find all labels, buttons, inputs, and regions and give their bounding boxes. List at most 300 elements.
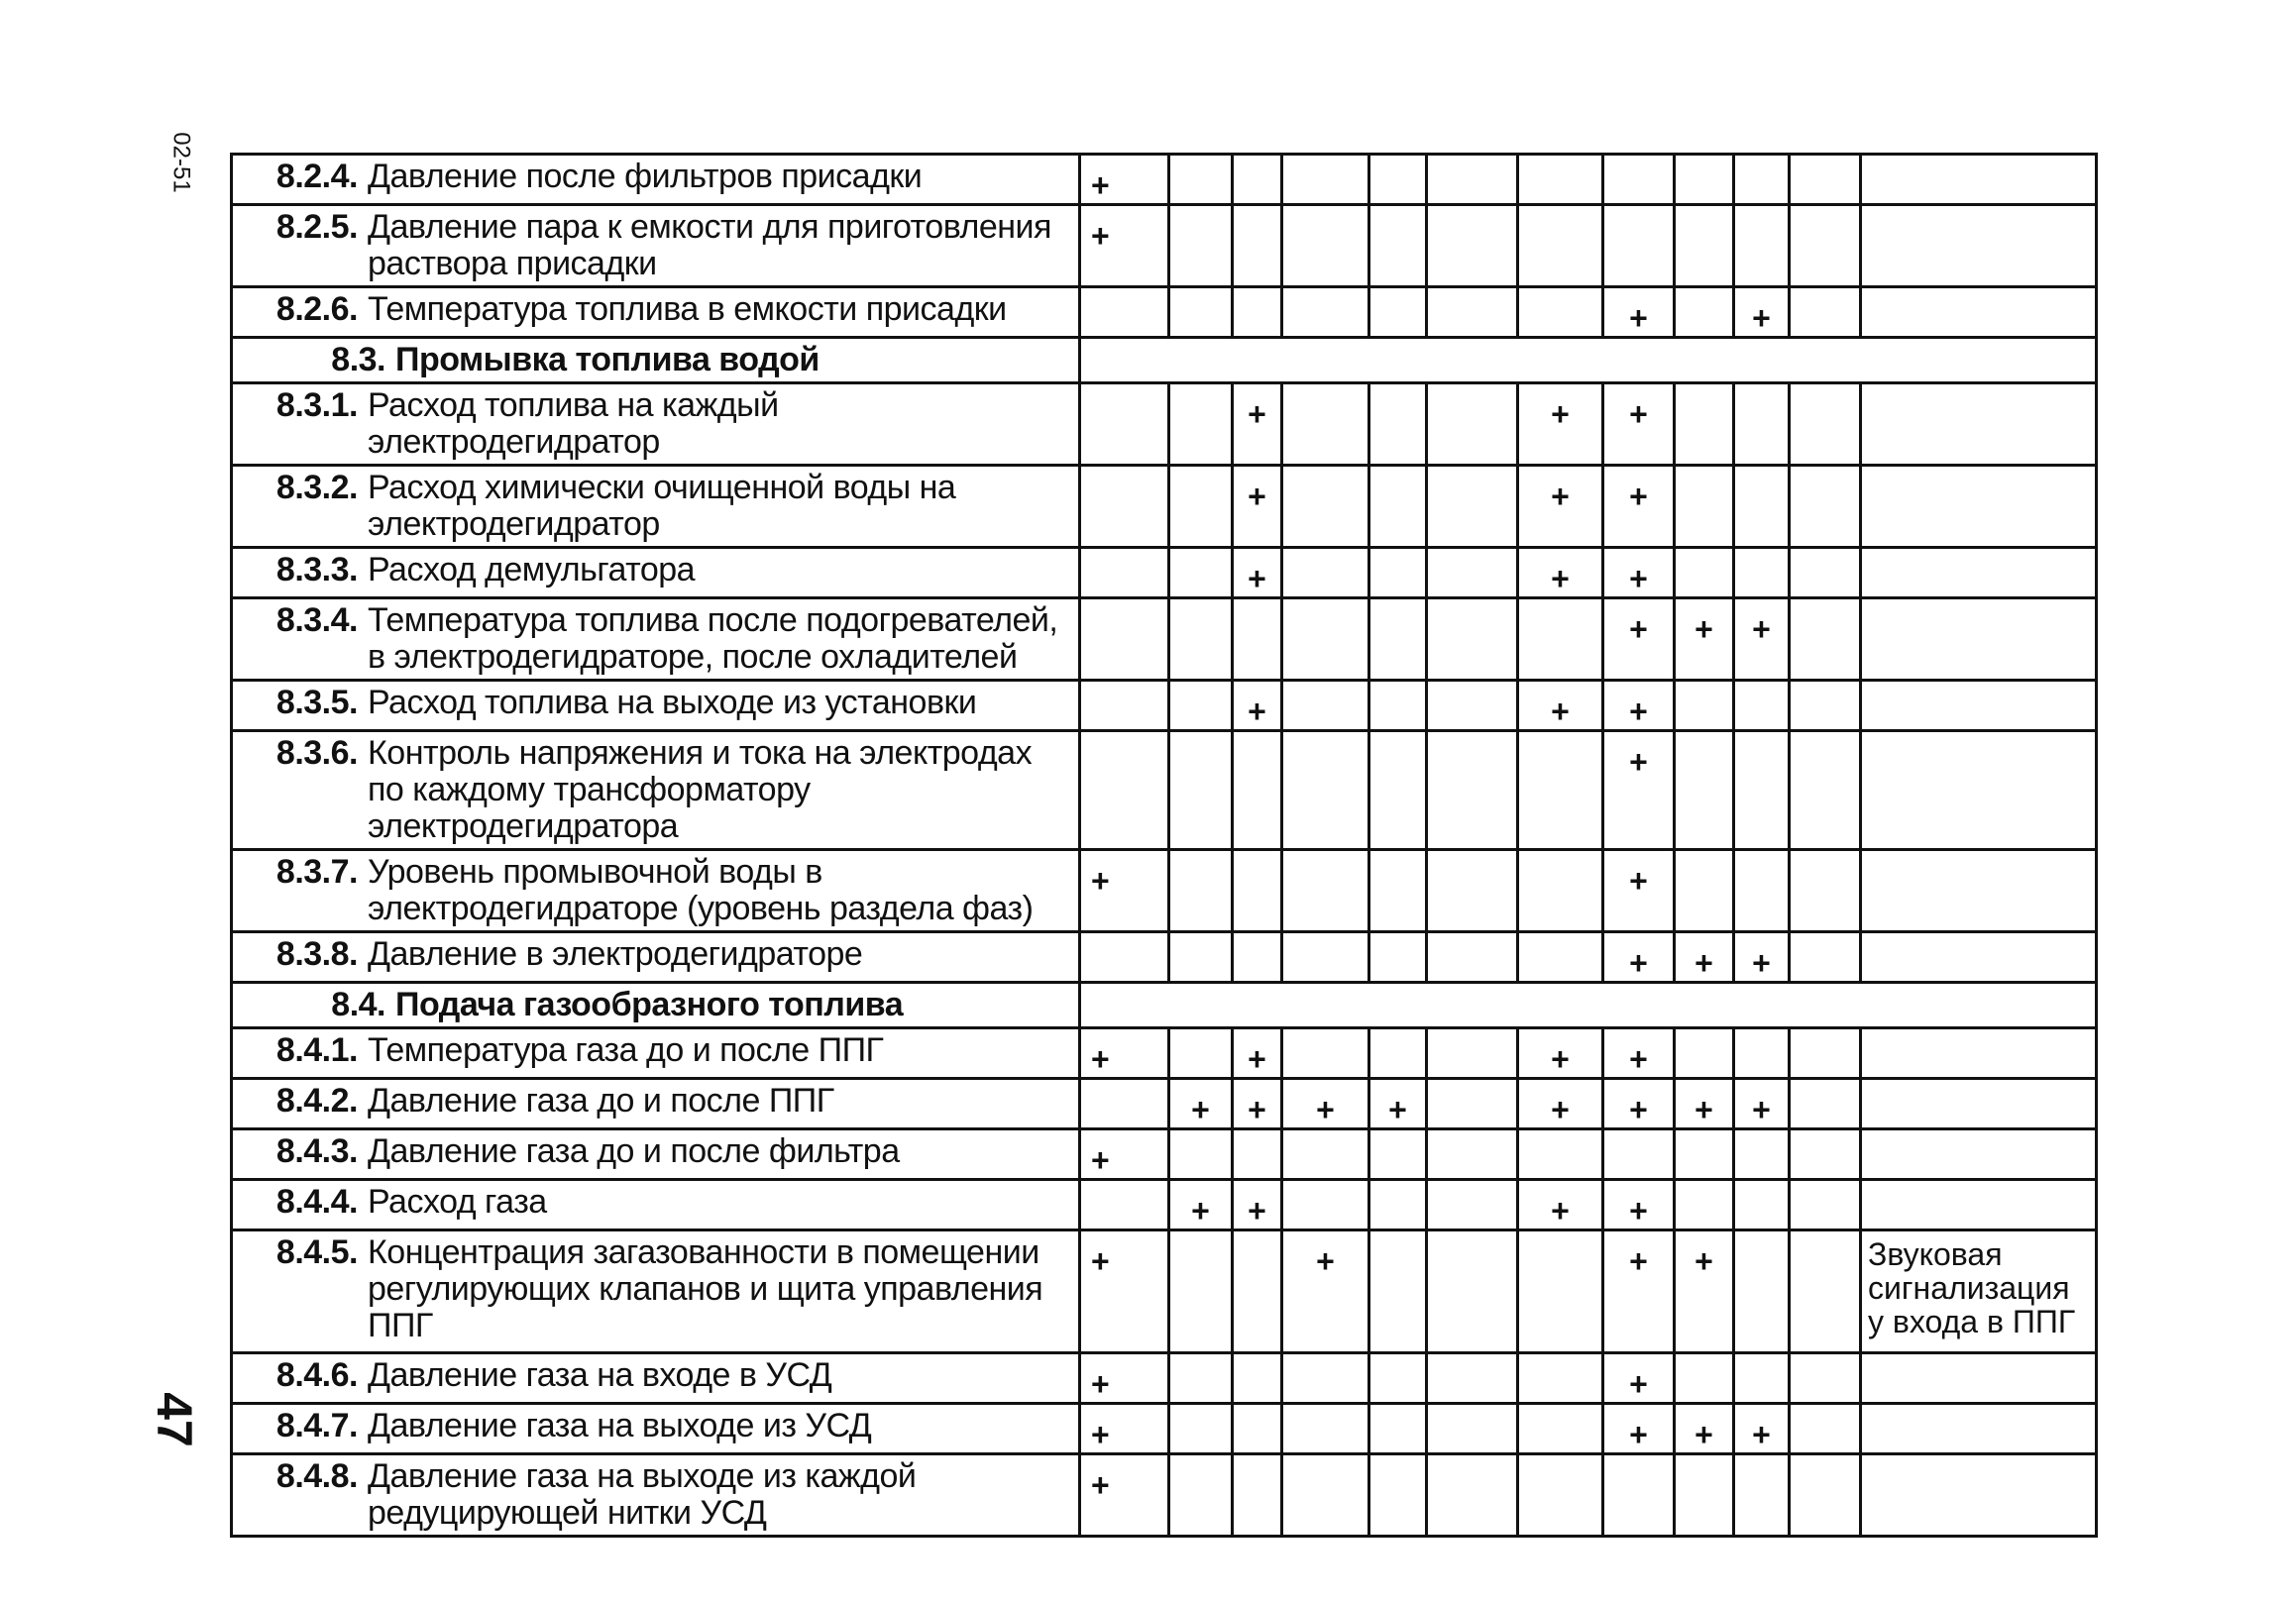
table-row [232, 155, 2097, 205]
mark-cell [1169, 287, 1233, 338]
mark-cell: + [1734, 287, 1790, 338]
item-number: 8.4.1. [275, 1031, 358, 1069]
mark-cell: + [1233, 383, 1282, 466]
mark-cell [1169, 598, 1233, 681]
parameter-cell [232, 598, 1080, 681]
mark-cell [1282, 932, 1369, 983]
item-number: 8.4.3. [275, 1132, 358, 1170]
item-description: Расход топлива на выходе из установки [368, 684, 977, 721]
mark-cell: + [1518, 383, 1603, 466]
item-description: Расход демульгатора [368, 551, 696, 588]
item-number: 8.3. [331, 341, 385, 378]
parameter-cell [232, 1028, 1080, 1079]
note-cell [1861, 155, 2097, 205]
item-number: 8.3.7. [275, 853, 358, 891]
mark-cell: + [1603, 1180, 1675, 1230]
mark-cell [1369, 155, 1427, 205]
note-cell [1861, 1353, 2097, 1404]
mark-cell: + [1233, 681, 1282, 731]
item-number: 8.4.2. [275, 1082, 358, 1120]
mark-cell [1427, 1230, 1518, 1353]
table-row [232, 1028, 2097, 1079]
item-description: Температура топлива в емкости присадки [368, 290, 1007, 328]
mark-cell [1233, 1454, 1282, 1537]
mark-cell [1282, 287, 1369, 338]
mark-cell [1282, 850, 1369, 932]
table-row [232, 466, 2097, 548]
section-row [232, 338, 2097, 383]
note-cell [1861, 1404, 2097, 1454]
mark-cell: + [1603, 850, 1675, 932]
mark-cell [1169, 1230, 1233, 1353]
mark-cell [1734, 1129, 1790, 1180]
mark-cell [1169, 932, 1233, 983]
mark-cell: + [1518, 1028, 1603, 1079]
parameter-cell [232, 731, 1080, 850]
mark-cell [1518, 1404, 1603, 1454]
mark-cell: + [1080, 1353, 1169, 1404]
mark-cell [1169, 1028, 1233, 1079]
parameter-cell [232, 287, 1080, 338]
mark-cell [1427, 850, 1518, 932]
note-cell [1861, 932, 2097, 983]
mark-cell [1518, 850, 1603, 932]
mark-cell [1282, 1028, 1369, 1079]
table-row [232, 1353, 2097, 1404]
mark-cell [1603, 155, 1675, 205]
mark-cell [1233, 598, 1282, 681]
mark-cell [1169, 1129, 1233, 1180]
mark-cell [1369, 1404, 1427, 1454]
mark-cell [1675, 287, 1734, 338]
item-description: Контроль напряжения и тока на электродах по каждому трансформатору электродегидратора [368, 734, 1033, 845]
mark-cell [1734, 383, 1790, 466]
mark-cell [1427, 287, 1518, 338]
note-cell [1861, 1079, 2097, 1129]
mark-cell: + [1233, 1079, 1282, 1129]
mark-cell [1282, 1404, 1369, 1454]
item-description: Давление газа до и после фильтра [368, 1132, 900, 1170]
mark-cell: + [1675, 598, 1734, 681]
mark-cell: + [1169, 1180, 1233, 1230]
mark-cell: + [1282, 1079, 1369, 1129]
mark-cell [1369, 383, 1427, 466]
mark-cell [1427, 1129, 1518, 1180]
mark-cell [1675, 681, 1734, 731]
mark-cell [1675, 1180, 1734, 1230]
mark-cell [1734, 1353, 1790, 1404]
mark-cell [1734, 205, 1790, 287]
mark-cell [1169, 383, 1233, 466]
parameter-cell [232, 338, 1080, 383]
mark-cell [1233, 932, 1282, 983]
mark-cell [1675, 155, 1734, 205]
mark-cell [1427, 932, 1518, 983]
mark-cell: + [1080, 205, 1169, 287]
item-number: 8.2.4. [275, 158, 358, 195]
mark-cell [1080, 287, 1169, 338]
mark-cell [1518, 1230, 1603, 1353]
mark-cell: + [1169, 1079, 1233, 1129]
note-cell [1861, 287, 2097, 338]
mark-cell [1233, 287, 1282, 338]
mark-cell [1282, 681, 1369, 731]
mark-cell [1427, 383, 1518, 466]
mark-cell [1734, 731, 1790, 850]
mark-cell [1675, 205, 1734, 287]
mark-cell [1734, 155, 1790, 205]
item-number: 8.3.5. [275, 684, 358, 721]
parameter-cell [232, 932, 1080, 983]
item-number: 8.2.5. [275, 208, 358, 246]
mark-cell [1734, 1454, 1790, 1537]
item-description: Подача газообразного топлива [395, 986, 904, 1023]
item-description: Давление газа на выходе из УСД [368, 1407, 872, 1444]
mark-cell [1169, 731, 1233, 850]
mark-cell: + [1603, 548, 1675, 598]
note-cell [1861, 1180, 2097, 1230]
mark-cell [1603, 205, 1675, 287]
mark-cell: + [1080, 155, 1169, 205]
item-number: 8.4.8. [275, 1457, 358, 1495]
mark-cell [1282, 205, 1369, 287]
note-cell [1861, 383, 2097, 466]
mark-cell: + [1518, 466, 1603, 548]
mark-cell [1282, 548, 1369, 598]
mark-cell [1369, 598, 1427, 681]
mark-cell [1675, 548, 1734, 598]
item-number: 8.3.3. [275, 551, 358, 588]
mark-cell: + [1675, 1230, 1734, 1353]
mark-cell [1518, 731, 1603, 850]
mark-cell [1790, 1129, 1861, 1180]
mark-cell [1233, 1230, 1282, 1353]
section-spacer [1080, 338, 2097, 383]
mark-cell [1790, 287, 1861, 338]
mark-cell [1080, 548, 1169, 598]
mark-cell [1603, 1129, 1675, 1180]
mark-cell: + [1603, 1404, 1675, 1454]
mark-cell [1282, 1180, 1369, 1230]
mark-cell [1518, 1454, 1603, 1537]
mark-cell [1734, 850, 1790, 932]
mark-cell: + [1603, 466, 1675, 548]
item-number: 8.4. [331, 986, 385, 1023]
table-row [232, 1454, 2097, 1537]
mark-cell [1233, 1353, 1282, 1404]
mark-cell [1369, 1353, 1427, 1404]
mark-cell [1169, 548, 1233, 598]
section-spacer [1080, 983, 2097, 1028]
mark-cell [1790, 932, 1861, 983]
mark-cell [1369, 1129, 1427, 1180]
mark-cell [1427, 731, 1518, 850]
parameter-cell [232, 1404, 1080, 1454]
mark-cell [1080, 681, 1169, 731]
item-description: Давление газа на входе в УСД [368, 1356, 832, 1394]
parameter-cell [232, 205, 1080, 287]
mark-cell: + [1675, 1404, 1734, 1454]
mark-cell: + [1233, 1028, 1282, 1079]
item-number: 8.4.7. [275, 1407, 358, 1444]
table-row [232, 731, 2097, 850]
mark-cell [1369, 548, 1427, 598]
item-description: Давление пара к емкости для приготовления раствора присадки [368, 208, 1051, 282]
mark-cell [1427, 1079, 1518, 1129]
parameter-cell [232, 383, 1080, 466]
mark-cell: + [1518, 1180, 1603, 1230]
table-row [232, 205, 2097, 287]
table-row [232, 548, 2097, 598]
parameter-cell [232, 466, 1080, 548]
mark-cell [1233, 1129, 1282, 1180]
mark-cell [1369, 1180, 1427, 1230]
item-description: Температура топлива после подогревателей, в электродегидраторе, после охладителей [368, 601, 1058, 676]
mark-cell [1734, 1180, 1790, 1230]
mark-cell [1790, 1079, 1861, 1129]
table-row [232, 383, 2097, 466]
mark-cell [1427, 1454, 1518, 1537]
mark-cell [1369, 681, 1427, 731]
item-description: Расход газа [368, 1183, 547, 1221]
mark-cell [1080, 1180, 1169, 1230]
mark-cell [1675, 1353, 1734, 1404]
mark-cell [1427, 681, 1518, 731]
mark-cell [1790, 850, 1861, 932]
mark-cell [1282, 1353, 1369, 1404]
item-number: 8.3.6. [275, 734, 358, 772]
mark-cell: + [1369, 1079, 1427, 1129]
mark-cell [1080, 466, 1169, 548]
mark-cell [1427, 466, 1518, 548]
item-number: 8.2.6. [275, 290, 358, 328]
mark-cell: + [1603, 681, 1675, 731]
mark-cell: + [1734, 1079, 1790, 1129]
mark-cell [1282, 1129, 1369, 1180]
table-row [232, 1079, 2097, 1129]
mark-cell [1427, 1404, 1518, 1454]
mark-cell [1427, 548, 1518, 598]
mark-cell: + [1603, 287, 1675, 338]
mark-cell: + [1734, 598, 1790, 681]
mark-cell: + [1603, 932, 1675, 983]
table-row [232, 287, 2097, 338]
mark-cell [1518, 598, 1603, 681]
item-description: Концентрация загазованности в помещении регулирующих клапанов и щита управления ППГ [368, 1233, 1043, 1344]
mark-cell [1369, 1028, 1427, 1079]
table-row [232, 1129, 2097, 1180]
mark-cell [1233, 731, 1282, 850]
mark-cell [1427, 155, 1518, 205]
mark-cell [1369, 932, 1427, 983]
mark-cell [1734, 681, 1790, 731]
mark-cell [1790, 1028, 1861, 1079]
mark-cell [1790, 731, 1861, 850]
mark-cell [1675, 1129, 1734, 1180]
table-row [232, 1404, 2097, 1454]
mark-cell [1427, 1028, 1518, 1079]
mark-cell: + [1282, 1230, 1369, 1353]
mark-cell [1282, 466, 1369, 548]
item-number: 8.4.6. [275, 1356, 358, 1394]
mark-cell [1790, 1454, 1861, 1537]
section-row [232, 983, 2097, 1028]
mark-cell: + [1734, 932, 1790, 983]
item-number: 8.4.4. [275, 1183, 358, 1221]
mark-cell: + [1603, 731, 1675, 850]
item-description: Промывка топлива водой [395, 341, 820, 378]
mark-cell [1675, 383, 1734, 466]
mark-cell [1675, 731, 1734, 850]
note-cell [1861, 1454, 2097, 1537]
mark-cell [1790, 1353, 1861, 1404]
mark-cell [1675, 1028, 1734, 1079]
table-row [232, 1180, 2097, 1230]
mark-cell: + [1233, 548, 1282, 598]
mark-cell [1790, 466, 1861, 548]
mark-cell: + [1080, 850, 1169, 932]
mark-cell [1427, 205, 1518, 287]
parameter-cell [232, 1454, 1080, 1537]
parameter-cell [232, 983, 1080, 1028]
mark-cell [1369, 1454, 1427, 1537]
note-cell [1861, 548, 2097, 598]
item-description: Давление в электродегидраторе [368, 935, 863, 973]
note-cell [1861, 1129, 2097, 1180]
mark-cell: + [1233, 1180, 1282, 1230]
mark-cell [1518, 287, 1603, 338]
item-description: Температура газа до и после ППГ [368, 1031, 884, 1069]
note-cell [1861, 681, 2097, 731]
mark-cell [1369, 287, 1427, 338]
note-cell [1861, 850, 2097, 932]
mark-cell [1427, 1353, 1518, 1404]
mark-cell [1675, 466, 1734, 548]
mark-cell [1734, 466, 1790, 548]
mark-cell: + [1675, 1079, 1734, 1129]
mark-cell [1080, 932, 1169, 983]
item-number: 8.3.8. [275, 935, 358, 973]
mark-cell [1790, 205, 1861, 287]
mark-cell [1169, 850, 1233, 932]
mark-cell: + [1080, 1028, 1169, 1079]
mark-cell [1518, 205, 1603, 287]
note-cell [1861, 205, 2097, 287]
mark-cell: + [1603, 1230, 1675, 1353]
mark-cell [1080, 1079, 1169, 1129]
mark-cell: + [1080, 1230, 1169, 1353]
mark-cell [1282, 731, 1369, 850]
mark-cell [1518, 1353, 1603, 1404]
mark-cell [1233, 1404, 1282, 1454]
mark-cell: + [1518, 1079, 1603, 1129]
mark-cell [1080, 383, 1169, 466]
table-row [232, 850, 2097, 932]
mark-cell [1282, 598, 1369, 681]
page-number: 47 [146, 1392, 202, 1447]
mark-cell [1169, 681, 1233, 731]
mark-cell [1790, 155, 1861, 205]
mark-cell [1369, 205, 1427, 287]
mark-cell [1169, 205, 1233, 287]
item-description: Давление газа на выходе из каждой редуцирующей нитки УСД [368, 1457, 917, 1532]
mark-cell: + [1603, 598, 1675, 681]
mark-cell [1282, 1454, 1369, 1537]
mark-cell [1734, 548, 1790, 598]
mark-cell [1169, 466, 1233, 548]
item-number: 8.4.5. [275, 1233, 358, 1271]
item-number: 8.3.2. [275, 469, 358, 506]
mark-cell: + [1603, 1079, 1675, 1129]
table-row [232, 1230, 2097, 1353]
mark-cell [1282, 155, 1369, 205]
parameter-cell [232, 1353, 1080, 1404]
mark-cell: + [1603, 1028, 1675, 1079]
mark-cell: + [1603, 1353, 1675, 1404]
item-description: Уровень промывочной воды в электродегидраторе (уровень раздела фаз) [368, 853, 1034, 927]
mark-cell [1233, 155, 1282, 205]
mark-cell [1675, 1454, 1734, 1537]
mark-cell [1518, 932, 1603, 983]
document-code: 02-51 [167, 132, 195, 193]
table-row [232, 598, 2097, 681]
mark-cell [1233, 850, 1282, 932]
mark-cell: + [1675, 932, 1734, 983]
note-cell [1861, 466, 2097, 548]
mark-cell [1790, 681, 1861, 731]
table-row [232, 932, 2097, 983]
mark-cell [1790, 1230, 1861, 1353]
parameter-cell [232, 1129, 1080, 1180]
mark-cell [1369, 850, 1427, 932]
mark-cell [1790, 383, 1861, 466]
mark-cell [1169, 1454, 1233, 1537]
mark-cell: + [1518, 681, 1603, 731]
parameter-cell [232, 1180, 1080, 1230]
parameter-cell [232, 1230, 1080, 1353]
item-description: Расход топлива на каждый электродегидратор [368, 386, 779, 461]
parameter-cell [232, 850, 1080, 932]
mark-cell: + [1080, 1129, 1169, 1180]
mark-cell [1518, 155, 1603, 205]
mark-cell [1603, 1454, 1675, 1537]
mark-cell: + [1734, 1404, 1790, 1454]
table-row [232, 681, 2097, 731]
mark-cell [1427, 598, 1518, 681]
mark-cell [1233, 205, 1282, 287]
note-cell: Звуковая сигнализация у входа в ППГ [1861, 1230, 2097, 1353]
parameter-cell [232, 155, 1080, 205]
mark-cell [1790, 1180, 1861, 1230]
mark-cell [1080, 598, 1169, 681]
mark-cell [1790, 1404, 1861, 1454]
item-number: 8.3.1. [275, 386, 358, 424]
mark-cell [1169, 155, 1233, 205]
mark-cell [1790, 598, 1861, 681]
mark-cell [1169, 1353, 1233, 1404]
mark-cell [1518, 1129, 1603, 1180]
mark-cell [1734, 1028, 1790, 1079]
mark-cell [1080, 731, 1169, 850]
instrumentation-table [230, 153, 2098, 1538]
mark-cell: + [1518, 548, 1603, 598]
parameter-cell [232, 1079, 1080, 1129]
mark-cell: + [1080, 1404, 1169, 1454]
mark-cell: + [1603, 383, 1675, 466]
mark-cell [1734, 1230, 1790, 1353]
item-number: 8.3.4. [275, 601, 358, 639]
item-description: Давление газа до и после ППГ [368, 1082, 834, 1120]
